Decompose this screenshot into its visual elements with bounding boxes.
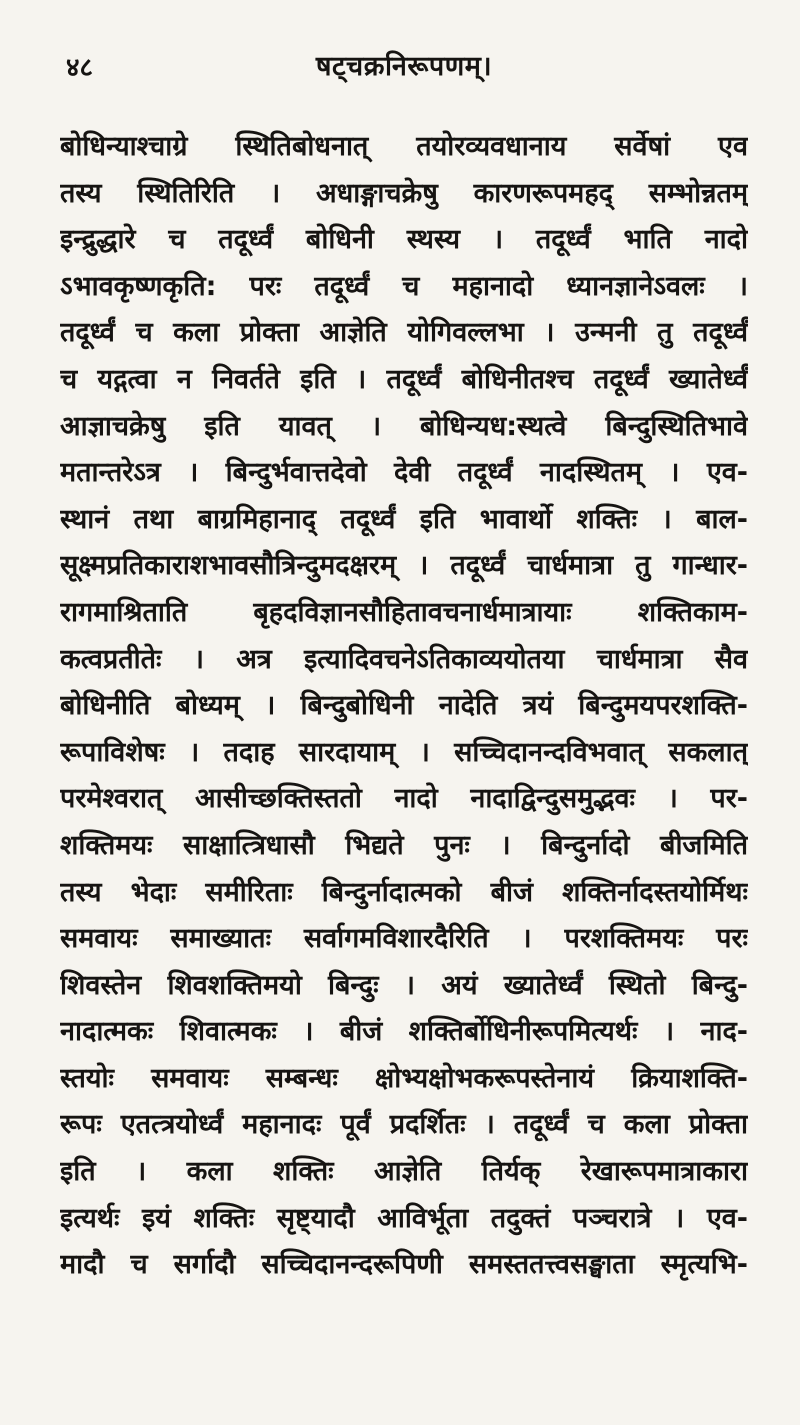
running-title: षट्चक्रनिरूपणम्। <box>315 51 493 82</box>
text-line: तस्य स्थितिरिति । अधाङ्गाचक्रेषु कारणरूपमहद् सम्भोन्नतम् <box>60 177 748 209</box>
body-text <box>60 124 748 1289</box>
text-line: शक्तिमयः साक्षात्त्रिधासौ भिद्यते पुनः । बिन्दुर्नादो बीजमिति <box>60 829 748 861</box>
page-number: ४८ <box>66 53 94 83</box>
text-line: तस्य भेदाः समीरिताः बिन्दुर्नादात्मको बीजं शक्तिर्नादस्तयोर्मिथः <box>60 876 748 908</box>
text-line: मादौ च सर्गादौ सच्चिदानन्दरूपिणी समस्ततत्त्वसङ्घाता स्मृत्यभि- <box>60 1249 748 1281</box>
text-line: इन्द्रुद्धारे च तदूर्ध्वं बोधिनी स्थस्य । तदूर्ध्वं भाति नादो <box>60 224 748 256</box>
text-line: शिवस्तेन शिवशक्तिमयो बिन्दुः । अयं ख्यातेर्ध्वं स्थितो बिन्दु- <box>60 969 748 1001</box>
text-line: रूपाविशेषः । तदाह सारदायाम् । सच्चिदानन्दविभवात् सकलात् <box>60 736 748 768</box>
text-line: ऽभावकृष्णकृति: परः तदूर्ध्वं च महानादो ध्यानज्ञानेऽवलः । <box>60 270 748 302</box>
text-line: सूक्ष्मप्रतिकाराशभावसौत्रिन्दुमदक्षरम् । तदूर्ध्वं चार्धमात्रा तु गान्धार- <box>60 550 748 582</box>
text-line: इति । कला शक्तिः आज्ञेति तिर्यक् रेखारूपमात्राकारा <box>60 1156 748 1188</box>
page-header <box>60 44 748 96</box>
text-line: कत्वप्रतीतेः । अत्र इत्यादिवचनेऽतिकाव्ययोतया चार्धमात्रा सैव <box>60 643 748 675</box>
text-line: स्तयोः समवायः सम्बन्धः क्षोभ्यक्षोभकरूपस्तेनायं क्रियाशक्ति- <box>60 1062 748 1094</box>
text-line: तदूर्ध्वं च कला प्रोक्ता आज्ञेति योगिवल्लभा । उन्मनी तु तदूर्ध्वं <box>60 317 748 349</box>
text-line: आज्ञाचक्रेषु इति यावत् । बोधिन्यध:स्थत्वे बिन्दुस्थितिभावे <box>60 410 748 442</box>
text-line: नादात्मकः शिवात्मकः । बीजं शक्तिर्बोधिनीरूपमित्यर्थः । नाद- <box>60 1016 748 1048</box>
text-line: समवायः समाख्यातः सर्वागमविशारदैरिति । परशक्तिमयः परः <box>60 923 748 955</box>
text-line: च यद्गत्वा न निवर्तते इति । तदूर्ध्वं बोधिनीतश्च तदूर्ध्वं ख्यातेर्ध्वं <box>60 363 748 395</box>
text-line: रागमाश्रिताति बृहदविज्ञानसौहितावचनार्धमात्रायाः शक्तिकाम- <box>60 596 748 628</box>
text-line: बोधिनीति बोध्यम् । बिन्दुबोधिनी नादेति त्रयं बिन्दुमयपरशक्ति- <box>60 690 748 722</box>
text-line: मतान्तरेऽत्र । बिन्दुर्भवात्तदेवो देवी तदूर्ध्वं नादस्थितम् । एव- <box>60 457 748 489</box>
text-line: स्थानं तथा बाग्रमिहानाद् तदूर्ध्वं इति भावार्थो शक्तिः । बाल- <box>60 503 748 535</box>
text-line: परमेश्वरात् आसीच्छक्तिस्ततो नादो नादाद्विन्दुसमुद्भवः । पर- <box>60 783 748 815</box>
text-line: बोधिन्याश्चाग्रे स्थितिबोधनात् तयोरव्यवधानाय सर्वेषां एव <box>60 131 748 162</box>
text-line: रूपः एतत्त्रयोर्ध्वं महानादः पूर्वं प्रदर्शितः । तदूर्ध्वं च कला प्रोक्ता <box>60 1109 748 1141</box>
text-line: इत्यर्थः इयं शक्तिः सृष्ट्यादौ आविर्भूता तदुक्तं पञ्चरात्रे । एव- <box>60 1202 748 1234</box>
